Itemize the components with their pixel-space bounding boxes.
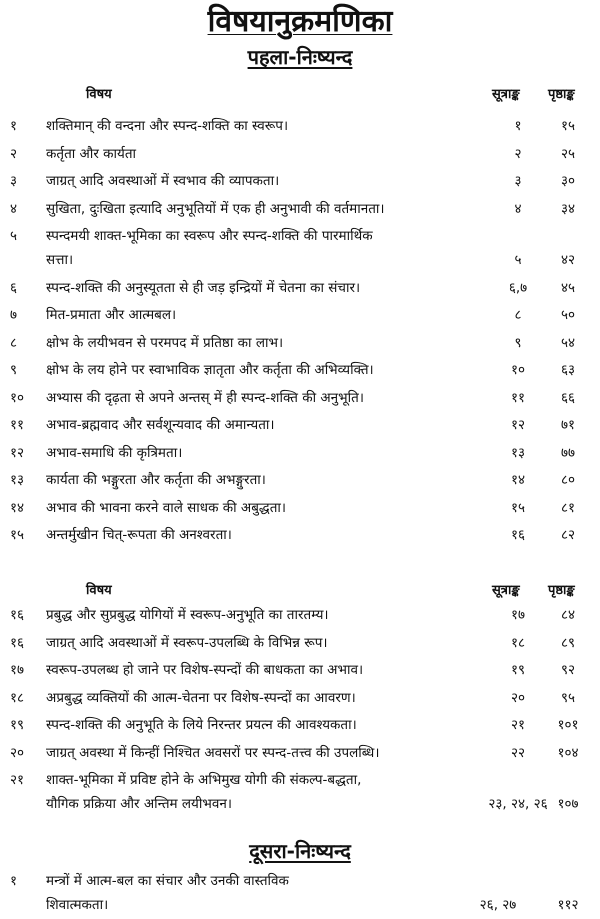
list-item xyxy=(0,631,600,655)
entry-page: ७१ xyxy=(560,417,576,433)
entry-number: १८ xyxy=(10,689,25,706)
entry-topic: शाक्त-भूमिका में प्रविष्ट होने के अभिमुख योगी की संकल्प-बद्धता, xyxy=(46,772,362,788)
list-item xyxy=(0,768,600,816)
entry-page: १५ xyxy=(560,118,576,134)
list-item xyxy=(0,413,600,437)
entry-topic: कर्तृता और कार्यता xyxy=(46,145,137,162)
entry-number: ६ xyxy=(10,279,18,296)
entry-number: ३ xyxy=(10,173,18,189)
entry-sutra: २१ xyxy=(510,717,526,733)
entry-topic: क्षोभ के लयीभवन से परमपद में प्रतिष्ठा का लाभ। xyxy=(46,334,284,351)
entry-number: ४ xyxy=(10,200,18,217)
entry-sutra: १ xyxy=(514,118,522,134)
section-title-first: पहला-निःष्यन्द xyxy=(247,45,353,69)
header-page: पृष्ठाङ्क xyxy=(548,87,575,102)
entry-page: ६६ xyxy=(560,389,576,406)
entry-number: १४ xyxy=(10,499,25,516)
header-topic: विषय xyxy=(86,87,112,102)
list-item xyxy=(0,686,600,710)
entry-page: १०४ xyxy=(557,744,579,761)
entry-page: ८९ xyxy=(560,634,576,651)
entry-topic: मन्त्रों में आत्म-बल का संचार और उनकी वास्तविक xyxy=(46,873,289,889)
entry-topic: मित-प्रमाता और आत्मबल। xyxy=(46,307,177,323)
header-sutra: सूत्राङ्क xyxy=(492,87,520,102)
list-item xyxy=(0,224,600,272)
entry-topic: प्रबुद्ध और सुप्रबुद्ध योगियों में स्वरूप-अनुभूति का तारतम्य। xyxy=(46,607,329,623)
entry-sutra: ५ xyxy=(514,252,522,268)
list-item xyxy=(0,741,600,765)
entry-number: ५ xyxy=(10,228,18,244)
list-item xyxy=(0,303,600,327)
entry-page: २५ xyxy=(560,145,576,162)
header-page: पृष्ठाङ्क xyxy=(548,583,575,598)
entry-page: ११२ xyxy=(557,897,579,913)
entry-page: ९२ xyxy=(560,662,576,678)
table-header-second xyxy=(0,578,600,600)
list-item xyxy=(0,197,600,221)
list-item xyxy=(0,603,600,627)
entry-number: २० xyxy=(10,744,25,761)
entry-sutra: १७ xyxy=(510,607,526,623)
entry-topic: अभाव की भावना करने वाले साधक की अबुद्धता। xyxy=(46,499,287,516)
entry-sutra: १५ xyxy=(510,499,526,516)
entry-sutra: १० xyxy=(510,362,526,378)
entry-topic: स्वरूप-उपलब्ध हो जाने पर विशेष-स्पन्दों की बाधकता का अभाव। xyxy=(46,662,364,678)
entry-sutra: ६,७ xyxy=(508,279,528,296)
entry-number: १५ xyxy=(10,527,25,543)
entry-number: ८ xyxy=(10,334,18,351)
entry-number: १२ xyxy=(10,444,25,461)
entry-page: ४५ xyxy=(560,279,576,296)
entry-number: १६ xyxy=(10,607,25,623)
entry-number: १७ xyxy=(10,662,25,678)
entry-page: ८० xyxy=(560,472,576,488)
entry-number: ७ xyxy=(10,307,18,323)
entry-topic: सुखिता, दुःखिता इत्यादि अनुभूतियों में एक ही अनुभावी की वर्तमानता। xyxy=(46,200,385,217)
entry-number: १ xyxy=(10,118,18,134)
entry-page: ८१ xyxy=(560,499,576,516)
entry-number: १९ xyxy=(10,717,25,733)
list-item xyxy=(0,358,600,382)
entry-sutra: १३ xyxy=(510,444,526,461)
entry-sutra: १४ xyxy=(510,472,526,488)
entry-page: ६३ xyxy=(560,362,576,378)
list-item xyxy=(0,713,600,737)
list-item xyxy=(0,276,600,300)
entry-number: १३ xyxy=(10,472,25,488)
entry-number: १ xyxy=(10,873,18,889)
entry-sutra: १९ xyxy=(510,662,526,678)
entry-topic: यौगिक प्रक्रिया और अन्तिम लयीभवन। xyxy=(46,796,232,812)
entry-page: ७७ xyxy=(560,444,576,461)
entry-page: १०१ xyxy=(557,717,579,733)
list-item xyxy=(0,169,600,193)
entry-sutra: २३, २४, २६ xyxy=(488,796,548,812)
list-item xyxy=(0,331,600,355)
list-item xyxy=(0,523,600,547)
entry-page: ३० xyxy=(560,173,576,189)
entry-number: ९ xyxy=(10,362,18,378)
list-item xyxy=(0,142,600,166)
entry-sutra: ९ xyxy=(514,334,522,351)
section-title-second: दूसरा-निःष्यन्द xyxy=(249,839,351,863)
entry-sutra: ११ xyxy=(510,389,526,406)
entry-sutra: १८ xyxy=(510,634,526,651)
entry-topic: अन्तर्मुखीन चित्-रूपता की अनश्वरता। xyxy=(46,527,232,543)
entry-sutra: २२ xyxy=(510,744,526,761)
entry-topic: शक्तिमान् की वन्दना और स्पन्द-शक्ति का स्वरूप। xyxy=(46,118,289,134)
entry-topic: अभाव-समाधि की कृत्रिमता। xyxy=(46,444,183,461)
entry-sutra: १२ xyxy=(510,417,526,433)
entry-topic: स्पन्द-शक्ति की अनुभूति के लिये निरन्तर प्रयत्न की आवश्यकता। xyxy=(46,717,357,733)
entry-topic: कार्यता की भङ्गुरता और कर्तृता की अभङ्गुरता। xyxy=(46,472,266,488)
header-topic: विषय xyxy=(86,583,112,598)
entry-page: ४२ xyxy=(560,252,576,268)
entry-page: ५४ xyxy=(560,334,576,351)
entry-topic: जाग्रत् आदि अवस्थाओं में स्वभाव की व्यापकता। xyxy=(46,173,280,189)
entry-topic: जाग्रत् अवस्था में किन्हीं निश्चित अवसरों पर स्पन्द-तत्त्व की उपलब्धि। xyxy=(46,744,380,761)
entry-topic: क्षोभ के लय होने पर स्वाभाविक ज्ञातृता और कर्तृता की अभिव्यक्ति। xyxy=(46,362,374,378)
entry-topic: जाग्रत् आदि अवस्थाओं में स्वरूप-उपलब्धि के विभिन्न रूप। xyxy=(46,634,328,651)
entry-sutra: ३ xyxy=(514,173,522,189)
list-item xyxy=(0,658,600,682)
list-item xyxy=(0,386,600,410)
entry-number: १६ xyxy=(10,634,25,651)
entry-page: ३४ xyxy=(560,200,576,217)
list-item xyxy=(0,496,600,520)
entry-number: २१ xyxy=(10,772,25,788)
list-item xyxy=(0,114,600,138)
list-item xyxy=(0,468,600,492)
list-item xyxy=(0,869,600,917)
entry-page: ८२ xyxy=(560,527,576,543)
entry-topic: सत्ता। xyxy=(46,252,74,268)
entry-topic: स्पन्द-शक्ति की अनुस्यूतता से ही जड़ इन्द्रियों में चेतना का संचार। xyxy=(46,279,361,296)
entry-topic: अभ्यास की दृढ़ता से अपने अन्तस् में ही स्पन्द-शक्ति की अनुभूति। xyxy=(46,389,364,406)
entry-sutra: २६, २७ xyxy=(479,897,517,913)
page-title: विषयानुक्रमणिका xyxy=(207,4,393,39)
entry-topic: अभाव-ब्रह्मवाद और सर्वशून्यवाद की अमान्यता। xyxy=(46,417,275,433)
entry-topic: शिवात्मकता। xyxy=(46,897,109,913)
entry-page: १०७ xyxy=(557,796,579,812)
entry-page: ८४ xyxy=(560,607,576,623)
entry-number: १० xyxy=(10,389,25,406)
entry-page: ९५ xyxy=(560,689,576,706)
entry-sutra: ८ xyxy=(514,307,522,323)
entry-sutra: २० xyxy=(510,689,526,706)
entry-topic: अप्रबुद्ध व्यक्तियों की आत्म-चेतना पर विशेष-स्पन्दों का आवरण। xyxy=(46,689,356,706)
entry-number: २ xyxy=(10,145,18,162)
header-sutra: सूत्राङ्क xyxy=(492,583,520,598)
entry-topic: स्पन्दमयी शाक्त-भूमिका का स्वरूप और स्पन्द-शक्ति की पारमार्थिक xyxy=(46,228,373,244)
entry-page: ५० xyxy=(560,307,576,323)
entry-number: ११ xyxy=(10,417,25,433)
entry-sutra: १६ xyxy=(510,527,526,543)
entry-sutra: २ xyxy=(514,145,522,162)
table-header-first xyxy=(0,82,600,104)
list-item xyxy=(0,441,600,465)
entry-sutra: ४ xyxy=(514,200,522,217)
